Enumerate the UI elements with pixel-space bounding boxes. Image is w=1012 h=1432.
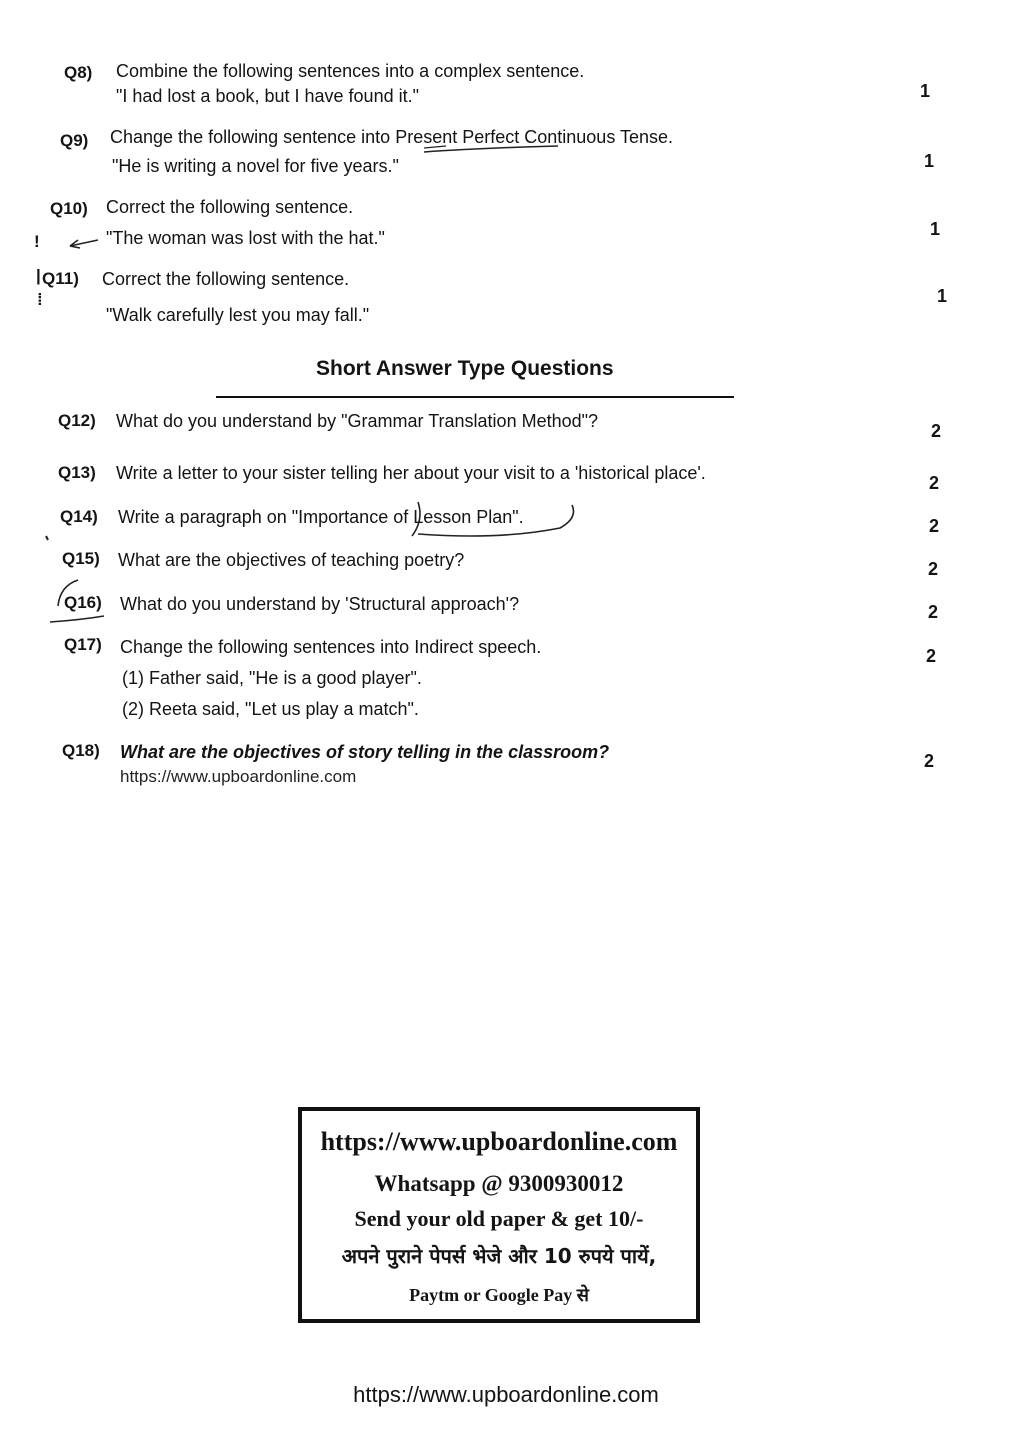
marks: 2 <box>929 516 940 536</box>
question-text: Change the following sentences into Indirect speech. <box>120 637 542 657</box>
question-text: What do you understand by 'Structural approach'? <box>120 594 520 614</box>
indirect-speech-item: (1) Father said, "He is a good player". <box>122 668 422 688</box>
promo-whatsapp: Whatsapp @ 9300930012 <box>374 1171 624 1196</box>
question-number: Q15) <box>62 549 100 568</box>
promo-payment: Paytm or Google Pay से <box>409 1285 589 1305</box>
question-sentence: "The woman was lost with the hat." <box>106 228 385 248</box>
margin-bracket-mark: | <box>36 266 41 285</box>
promo-box <box>298 1107 700 1323</box>
marks: 1 <box>930 219 941 239</box>
margin-dots-mark: ⁞ <box>37 290 43 309</box>
marks: 2 <box>931 421 942 441</box>
inline-website-link[interactable]: https://www.upboardonline.com <box>120 767 357 786</box>
question-number: Q11) <box>42 269 79 288</box>
indirect-speech-item: (2) Reeta said, "Let us play a match". <box>122 699 419 719</box>
question-number: Q17) <box>64 635 102 654</box>
question-number: Q12) <box>58 411 96 430</box>
question-number: Q13) <box>58 463 96 482</box>
promo-url[interactable]: https://www.upboardonline.com <box>320 1127 678 1156</box>
promo-offer: Send your old paper & get 10/- <box>354 1206 644 1231</box>
question-number: Q9) <box>60 131 89 150</box>
question-number: Q8) <box>64 63 93 82</box>
question-number: Q10) <box>50 199 88 218</box>
marks: 2 <box>928 559 939 579</box>
question-text: Write a letter to your sister telling her about your visit to a 'historical place'. <box>116 463 706 483</box>
question-number: Q14) <box>60 507 98 526</box>
marks: 1 <box>937 286 948 306</box>
margin-exclamation-mark: ! <box>34 232 40 251</box>
question-text: Combine the following sentences into a complex sentence. <box>116 61 585 81</box>
question-text: Correct the following sentence. <box>106 197 354 217</box>
question-text: What are the objectives of story telling in the classroom? <box>120 742 610 762</box>
question-text: Write a paragraph on "Importance of Lesson Plan". <box>118 507 524 527</box>
marks: 2 <box>929 473 940 493</box>
footer-website-link[interactable]: https://www.upboardonline.com <box>353 1382 659 1407</box>
question-number: Q16) <box>64 593 102 612</box>
question-number: Q18) <box>62 741 100 760</box>
question-sentence: "I had lost a book, but I have found it." <box>116 86 419 106</box>
marks: 1 <box>924 151 935 171</box>
marks: 2 <box>924 751 935 771</box>
promo-hindi-text: अपने पुराने पेपर्स भेजे और 10 रुपये पायें, <box>341 1244 657 1268</box>
marks: 2 <box>926 646 937 666</box>
question-text: What are the objectives of teaching poetry? <box>118 550 465 570</box>
question-text: Change the following sentence into Present Perfect Continuous Tense. <box>110 127 674 147</box>
marks: 2 <box>928 602 939 622</box>
question-sentence: "He is writing a novel for five years." <box>112 156 399 176</box>
question-text: Correct the following sentence. <box>102 269 350 289</box>
question-sentence: "Walk carefully lest you may fall." <box>106 305 370 325</box>
section-heading: Short Answer Type Questions <box>316 357 614 380</box>
question-text: What do you understand by "Grammar Translation Method"? <box>116 411 599 431</box>
marks: 1 <box>920 81 931 101</box>
